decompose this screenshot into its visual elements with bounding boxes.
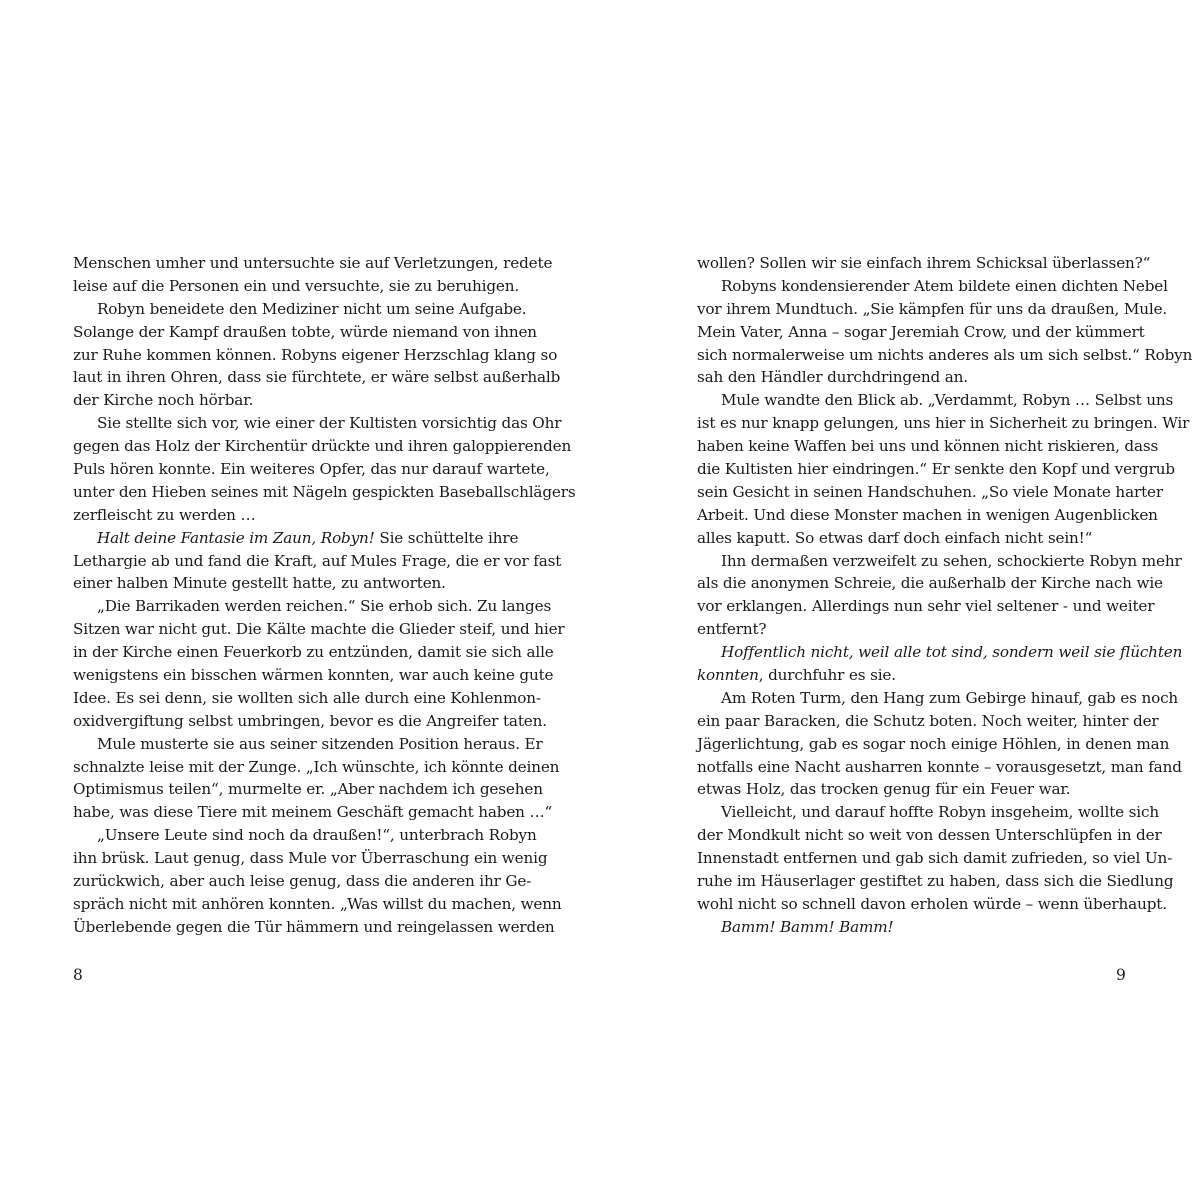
italic-text: Halt deine Fantasie im Zaun, Robyn! xyxy=(97,528,375,547)
text-line: Robyn beneidete den Mediziner nicht um seine Aufgabe. xyxy=(97,299,527,318)
text-line: sah den Händler durchdringend an. xyxy=(697,368,968,387)
text-line: Sie stellte sich vor, wie einer der Kultisten vorsichtig das Ohr xyxy=(97,414,562,433)
text-line: Überlebende gegen die Tür hämmern und reingelassen werden xyxy=(73,917,555,936)
text-line: ihn brüsk. Laut genug, dass Mule vor Überraschung ein wenig xyxy=(73,849,548,868)
text-line: alles kaputt. So etwas darf doch einfach nicht sein!“ xyxy=(697,528,1093,547)
text-line: Lethargie ab und fand die Kraft, auf Mules Frage, die er vor fast xyxy=(73,551,562,570)
text-line: haben keine Waffen bei uns und können nicht riskieren, dass xyxy=(697,437,1159,456)
text-line: laut in ihren Ohren, dass sie fürchtete, er wäre selbst außerhalb xyxy=(73,368,561,387)
text-line: einer halben Minute gestellt hatte, zu antworten. xyxy=(73,574,446,593)
text-line: Mein Vater, Anna – sogar Jeremiah Crow, und der kümmert xyxy=(697,322,1145,341)
text-line: Idee. Es sei denn, sie wollten sich alle durch eine Kohlenmon- xyxy=(73,688,541,707)
text-line: wohl nicht so schnell davon erholen würde – wenn überhaupt. xyxy=(697,894,1167,913)
text-line: sich normalerweise um nichts anderes als um sich selbst.“ Robyn xyxy=(697,345,1193,364)
text-line: zerfleischt zu werden … xyxy=(73,505,256,524)
text-line: ruhe im Häuserlager gestiftet zu haben, dass sich die Siedlung xyxy=(697,872,1174,891)
text-line: Menschen umher und untersuchte sie auf Verletzungen, redete xyxy=(73,254,553,272)
text-run: , durchfuhr es sie. xyxy=(758,666,896,685)
text-line: zurückwich, aber auch leise genug, dass die anderen ihr Ge- xyxy=(73,872,532,891)
italic-text: Hoffentlich nicht, weil alle tot sind, sondern weil sie flüchten xyxy=(721,643,1183,662)
text-line: Puls hören konnte. Ein weiteres Opfer, das nur darauf wartete, xyxy=(73,460,550,479)
text-line: Vielleicht, und darauf hoffte Robyn insgeheim, wollte sich xyxy=(721,803,1160,822)
text-line: oxidvergiftung selbst umbringen, bevor es die Angreifer taten. xyxy=(73,711,547,730)
text-line: unter den Hieben seines mit Nägeln gespickten Baseballschlägers xyxy=(73,482,576,501)
right-page-text xyxy=(697,252,1193,939)
text-line: die Kultisten hier eindringen.“ Er senkte den Kopf und vergrub xyxy=(697,460,1175,479)
text-line: Mule wandte den Blick ab. „Verdammt, Robyn … Selbst uns xyxy=(721,391,1174,410)
italic-text: konnten xyxy=(697,666,759,685)
text-line: ist es nur knapp gelungen, uns hier in Sicherheit zu bringen. Wir xyxy=(697,414,1190,433)
text-line: schnalzte leise mit der Zunge. „Ich wünschte, ich könnte deinen xyxy=(73,757,560,776)
text-line: Sitzen war nicht gut. Die Kälte machte die Glieder steif, und hier xyxy=(73,620,565,639)
text-line: „Unsere Leute sind noch da draußen!“, unterbrach Robyn xyxy=(97,826,537,845)
text-line: ein paar Baracken, die Schutz boten. Noch weiter, hinter der xyxy=(697,711,1159,730)
text-line xyxy=(697,664,1127,687)
text-line: wollen? Sollen wir sie einfach ihrem Schicksal überlassen?“ xyxy=(697,254,1151,272)
left-page-text xyxy=(73,252,576,939)
text-line: entfernt? xyxy=(697,620,767,639)
text-line: etwas Holz, das trocken genug für ein Feuer war. xyxy=(697,780,1071,799)
text-run: Sie schüttelte ihre xyxy=(374,528,519,547)
text-line: leise auf die Personen ein und versuchte, sie zu beruhigen. xyxy=(73,276,520,295)
text-line: Arbeit. Und diese Monster machen in wenigen Augenblicken xyxy=(697,505,1158,524)
text-line: Optimismus teilen“, murmelte er. „Aber nachdem ich gesehen xyxy=(73,780,543,799)
page-number-left: 8 xyxy=(73,966,83,984)
text-line: Robyns kondensierender Atem bildete einen dichten Nebel xyxy=(721,276,1168,295)
text-line: Jägerlichtung, gab es sogar noch einige Höhlen, in denen man xyxy=(697,734,1170,753)
text-line: Ihn dermaßen verzweifelt zu sehen, schockierte Robyn mehr xyxy=(721,551,1182,570)
text-line: als die anonymen Schreie, die außerhalb der Kirche nach wie xyxy=(697,574,1163,593)
text-line: vor ihrem Mundtuch. „Sie kämpfen für uns da draußen, Mule. xyxy=(697,299,1168,318)
text-line: der Kirche noch hörbar. xyxy=(73,391,254,410)
text-line: notfalls eine Nacht ausharren konnte – vorausgesetzt, man fand xyxy=(697,757,1182,776)
text-line: spräch nicht mit anhören konnten. „Was willst du machen, wenn xyxy=(73,894,562,913)
page-number-right: 9 xyxy=(1116,966,1126,984)
text-line: Mule musterte sie aus seiner sitzenden Position heraus. Er xyxy=(97,734,543,753)
text-line: zur Ruhe kommen können. Robyns eigener Herzschlag klang so xyxy=(73,345,558,364)
text-line: „Die Barrikaden werden reichen.“ Sie erhob sich. Zu langes xyxy=(97,597,552,616)
text-line: Solange der Kampf draußen tobte, würde niemand von ihnen xyxy=(73,322,537,341)
text-line: in der Kirche einen Feuerkorb zu entzünden, damit sie sich alle xyxy=(73,643,554,662)
text-line xyxy=(73,527,519,550)
text-line: Innenstadt entfernen und gab sich damit zufrieden, so viel Un- xyxy=(697,849,1173,868)
text-line: habe, was diese Tiere mit meinem Geschäft gemacht haben …“ xyxy=(73,803,553,822)
text-line: der Mondkult nicht so weit von dessen Unterschlüpfen in der xyxy=(697,826,1162,845)
text-line: Am Roten Turm, den Hang zum Gebirge hinauf, gab es noch xyxy=(721,688,1179,707)
text-line: sein Gesicht in seinen Handschuhen. „So viele Monate harter xyxy=(697,482,1163,501)
italic-text: Bamm! Bamm! Bamm! xyxy=(721,917,894,936)
text-line: gegen das Holz der Kirchentür drückte und ihren galoppierenden xyxy=(73,437,572,456)
text-line: wenigstens ein bisschen wärmen konnten, war auch keine gute xyxy=(73,666,554,685)
text-line: vor erklangen. Allerdings nun sehr viel seltener - und weiter xyxy=(697,597,1155,616)
